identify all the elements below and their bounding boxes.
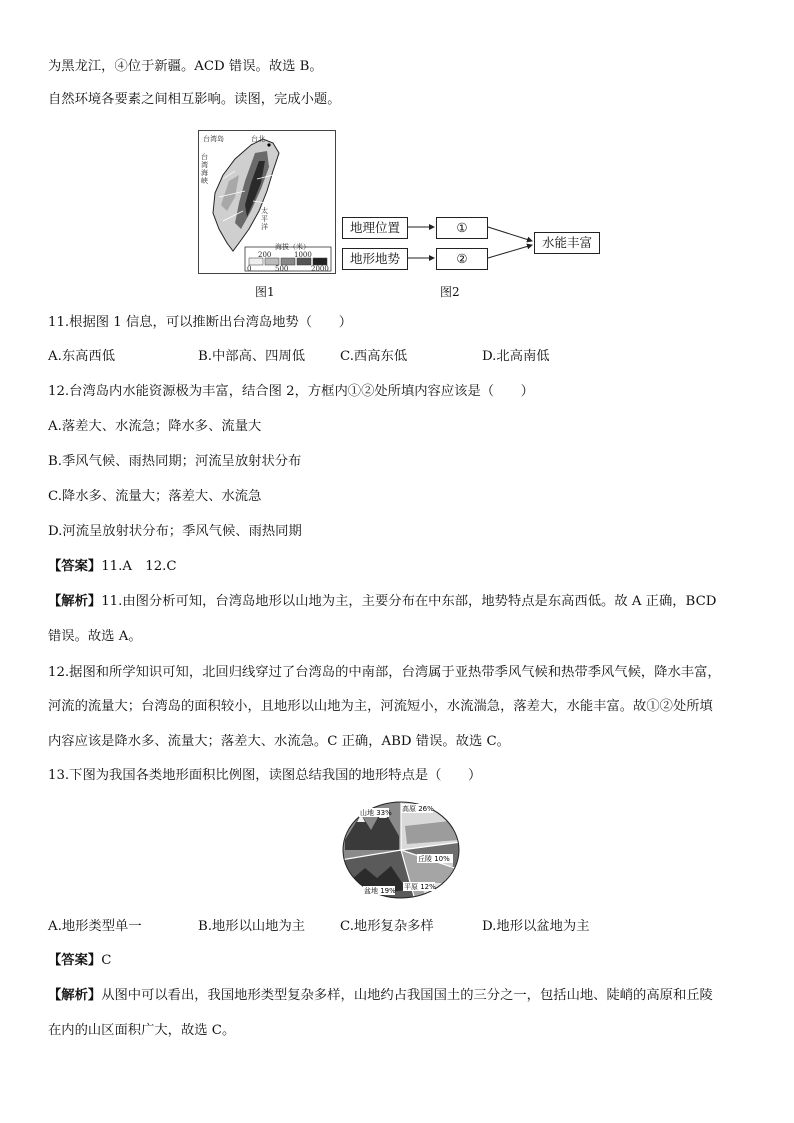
option-d: D.河流呈放射状分布；季风气候、雨热同期 bbox=[48, 524, 302, 539]
taiwan-elevation-map bbox=[198, 130, 336, 274]
option-b: B.地形以山地为主 bbox=[198, 919, 306, 934]
answer-line bbox=[48, 951, 111, 971]
option-c: C.西高东低 bbox=[340, 349, 408, 364]
option-b: B.季风气候、雨热同期；河流呈放射状分布 bbox=[48, 454, 302, 469]
answer-line bbox=[48, 557, 177, 577]
figure-2-caption: 图2 bbox=[440, 285, 460, 299]
pie-label-basin: 盆地 19% bbox=[364, 887, 396, 895]
analysis-tag: 【解析】 bbox=[48, 988, 102, 1003]
analysis-line bbox=[48, 592, 716, 612]
answer-tag: 【答案】 bbox=[48, 559, 102, 574]
option-d: D.北高南低 bbox=[482, 349, 550, 364]
option-a: A.落差大、水流急；降水多、流量大 bbox=[48, 419, 262, 434]
pie-label-plateau: 高原 26% bbox=[402, 805, 434, 813]
option-c: C.地形复杂多样 bbox=[340, 919, 434, 934]
pie-label-plain: 平原 12% bbox=[404, 883, 436, 891]
option-d: D.地形以盆地为主 bbox=[482, 919, 590, 934]
box-blank-2: ② bbox=[436, 248, 488, 270]
analysis-line bbox=[48, 986, 713, 1006]
legend-tick: 1000 bbox=[294, 251, 312, 259]
pie-label-mountain: 山地 33% bbox=[360, 809, 392, 817]
legend-tick: 500 bbox=[275, 265, 289, 273]
label-pacific: 太平洋 bbox=[261, 207, 268, 231]
option-a: A.地形类型单一 bbox=[48, 919, 142, 934]
option-a: A.东高西低 bbox=[48, 349, 116, 364]
text-line: 在内的山区面积广大，故选 C。 bbox=[48, 1023, 236, 1038]
analysis-tag: 【解析】 bbox=[48, 594, 102, 609]
figure-1-caption: 图1 bbox=[255, 285, 275, 299]
label-island: 台湾岛 bbox=[203, 135, 224, 143]
question-11: 11.根据图 1 信息，可以推断出台湾岛地势（ ） bbox=[48, 315, 352, 330]
box-blank-1: ① bbox=[436, 217, 488, 239]
text-line: 为黑龙江，④位于新疆。ACD 错误。故选 B。 bbox=[48, 59, 323, 74]
analysis-text: 从图中可以看出，我国地形类型复杂多样，山地约占我国国土的三分之一，包括山地、陡峭的高原和丘陵 bbox=[101, 988, 713, 1003]
option-b: B.中部高、四周低 bbox=[198, 349, 306, 364]
text-line: 错误。故选 A。 bbox=[48, 629, 142, 644]
text-line: 12.据图和所学知识可知，北回归线穿过了台湾岛的中南部，台湾属于亚热带季风气候和热带季风气候，降水丰富， bbox=[48, 665, 721, 680]
label-north: 台北 bbox=[251, 135, 265, 143]
label-strait: 台湾海峡 bbox=[201, 153, 208, 185]
text-line: 内容应该是降水多、流量大；落差大、水流急。C 正确，ABD 错误。故选 C。 bbox=[48, 734, 510, 749]
answer-value: C bbox=[101, 953, 112, 968]
terrain-pie-chart bbox=[341, 800, 461, 900]
question-12: 12.台湾岛内水能资源极为丰富，结合图 2，方框内①②处所填内容应该是（ ） bbox=[48, 384, 534, 399]
text-line: 自然环境各要素之间相互影响。读图，完成小题。 bbox=[48, 92, 341, 107]
legend-title: 海拔（米） bbox=[275, 243, 310, 251]
pie-label-hills: 丘陵 10% bbox=[418, 855, 450, 863]
answer-value: 11.A 12.C bbox=[101, 559, 177, 574]
taipei-marker bbox=[267, 143, 270, 146]
question-13: 13.下图为我国各类地形面积比例图，读图总结我国的地形特点是（ ） bbox=[48, 768, 482, 783]
legend-tick: 200 bbox=[258, 251, 272, 259]
box-terrain: 地形地势 bbox=[342, 248, 408, 270]
text-line: 河流的流量大；台湾岛的面积较小，且地形以山地为主，河流短小，水流湍急，落差大，水能丰富。故①②处所填 bbox=[48, 699, 713, 714]
option-c: C.降水多、流量大；落差大、水流急 bbox=[48, 489, 262, 504]
box-location: 地理位置 bbox=[342, 217, 408, 239]
legend-tick: 0 bbox=[247, 265, 252, 273]
analysis-text: 11.由图分析可知，台湾岛地形以山地为主，主要分布在中东部，地势特点是东高西低。故 A 正确，BCD bbox=[101, 594, 717, 609]
legend-tick: 2000 bbox=[311, 265, 329, 273]
box-hydropower: 水能丰富 bbox=[534, 232, 600, 254]
answer-tag: 【答案】 bbox=[48, 953, 102, 968]
